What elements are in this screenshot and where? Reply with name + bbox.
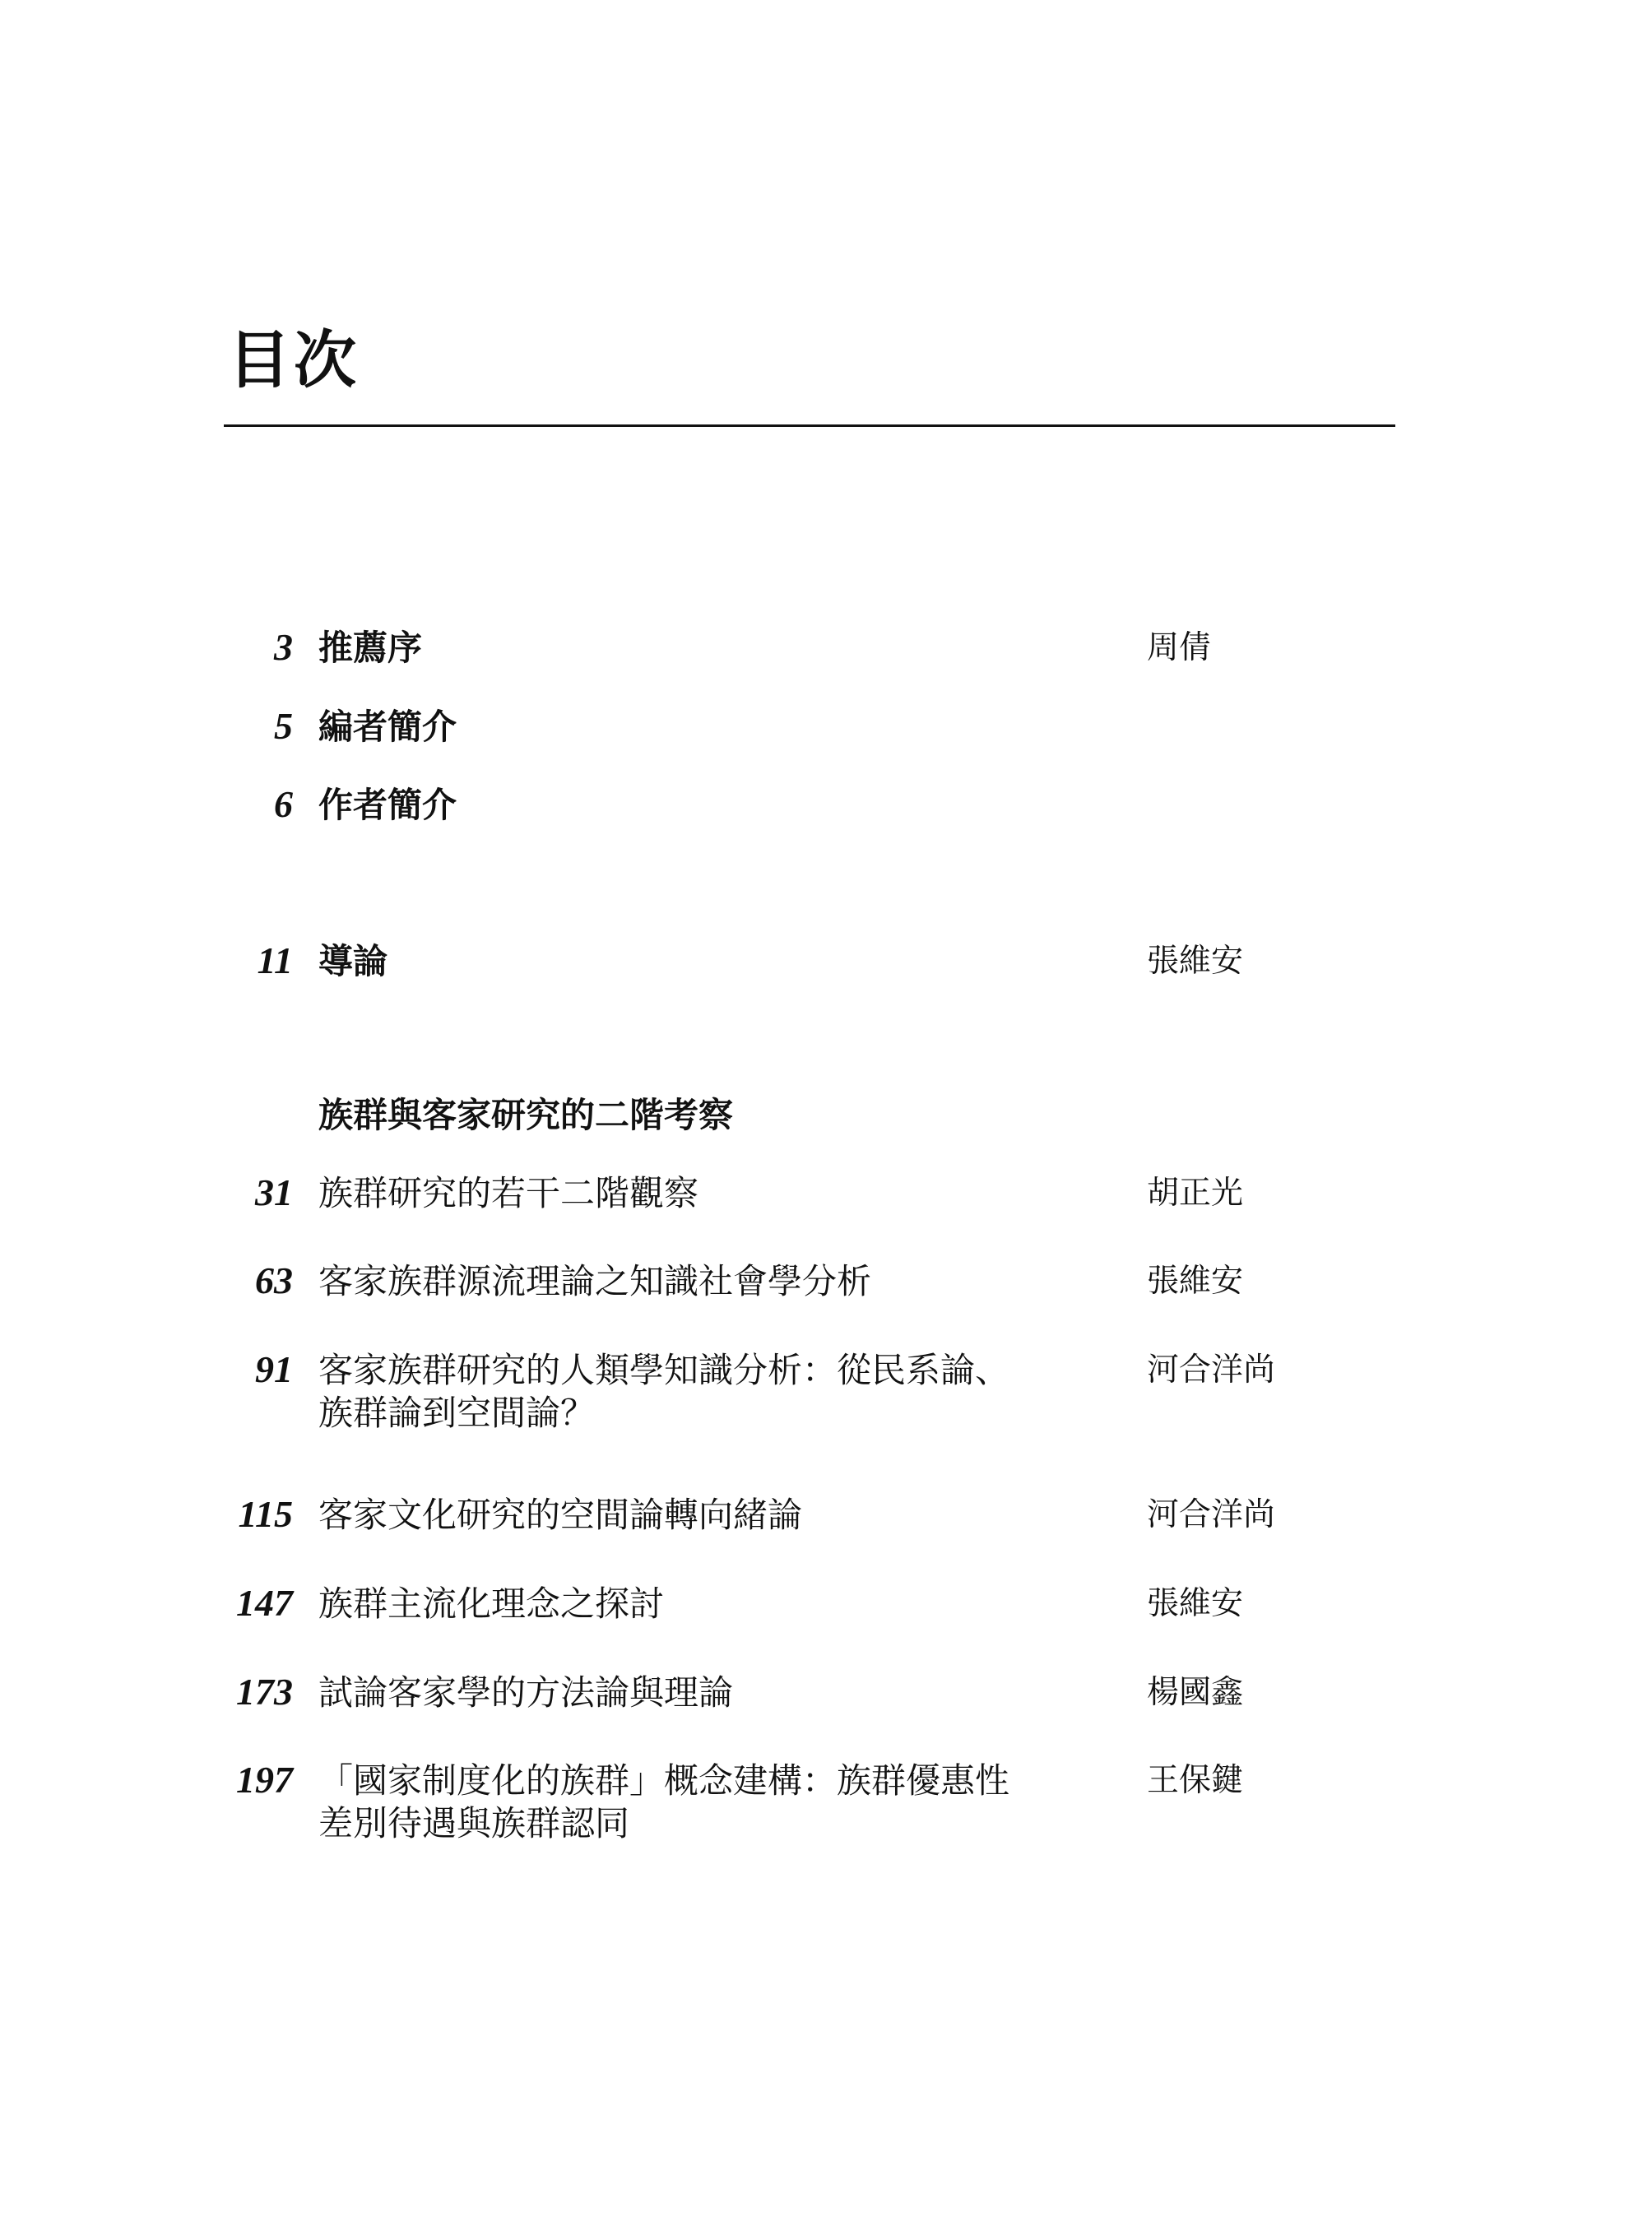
toc-entry-author: 周倩 (1147, 629, 1212, 666)
toc-page-number: 197 (236, 1759, 293, 1801)
toc-page-number: 31 (255, 1171, 293, 1213)
toc-entry-author: 河合洋尚 (1147, 1496, 1276, 1533)
toc-page-number: 11 (257, 939, 293, 981)
toc-page-number: 63 (255, 1259, 293, 1301)
toc-entry-title: 導論 (318, 941, 388, 981)
toc-entry-author: 王保鍵 (1147, 1762, 1244, 1799)
title-divider (224, 424, 1395, 427)
toc-entry-title: 族群研究的若干二階觀察 (318, 1173, 699, 1213)
toc-entry-title: 作者簡介 (318, 785, 457, 825)
toc-entry-title: 客家族群源流理論之知識社會學分析 (318, 1261, 872, 1301)
toc-entry-author: 楊國鑫 (1147, 1674, 1244, 1711)
toc-entry-title: 客家文化研究的空間論轉向緒論 (318, 1495, 803, 1535)
toc-page-number: 3 (274, 626, 293, 668)
toc-entry-author: 張維安 (1147, 1263, 1244, 1300)
toc-entry-title: 編者簡介 (318, 707, 457, 747)
toc-page-number: 173 (236, 1671, 293, 1713)
toc-entry-author: 胡正光 (1147, 1175, 1244, 1212)
toc-page-number: 147 (236, 1582, 293, 1624)
toc-entry-title: 試論客家學的方法論與理論 (318, 1672, 734, 1713)
toc-entry-title: 族群主流化理念之探討 (318, 1584, 665, 1624)
toc-entry-author: 張維安 (1147, 943, 1244, 980)
page-title: 目次 (228, 323, 360, 396)
toc-entry-title: 「國家制度化的族群」概念建構：族群優惠性 差別待遇與族群認同 (318, 1760, 1010, 1843)
toc-page-number: 115 (238, 1493, 293, 1535)
toc-page-number: 91 (255, 1348, 293, 1390)
toc-page-number: 6 (274, 783, 293, 825)
toc-entry-author: 張維安 (1147, 1585, 1244, 1622)
toc-page-number: 5 (274, 705, 293, 747)
section-heading: 族群與客家研究的二階考察 (318, 1095, 734, 1135)
toc-entry-title: 客家族群研究的人類學知識分析：從民系論、 族群論到空間論？ (318, 1350, 1010, 1433)
toc-entry-title: 推薦序 (318, 628, 423, 668)
toc-entry-author: 河合洋尚 (1147, 1352, 1276, 1389)
